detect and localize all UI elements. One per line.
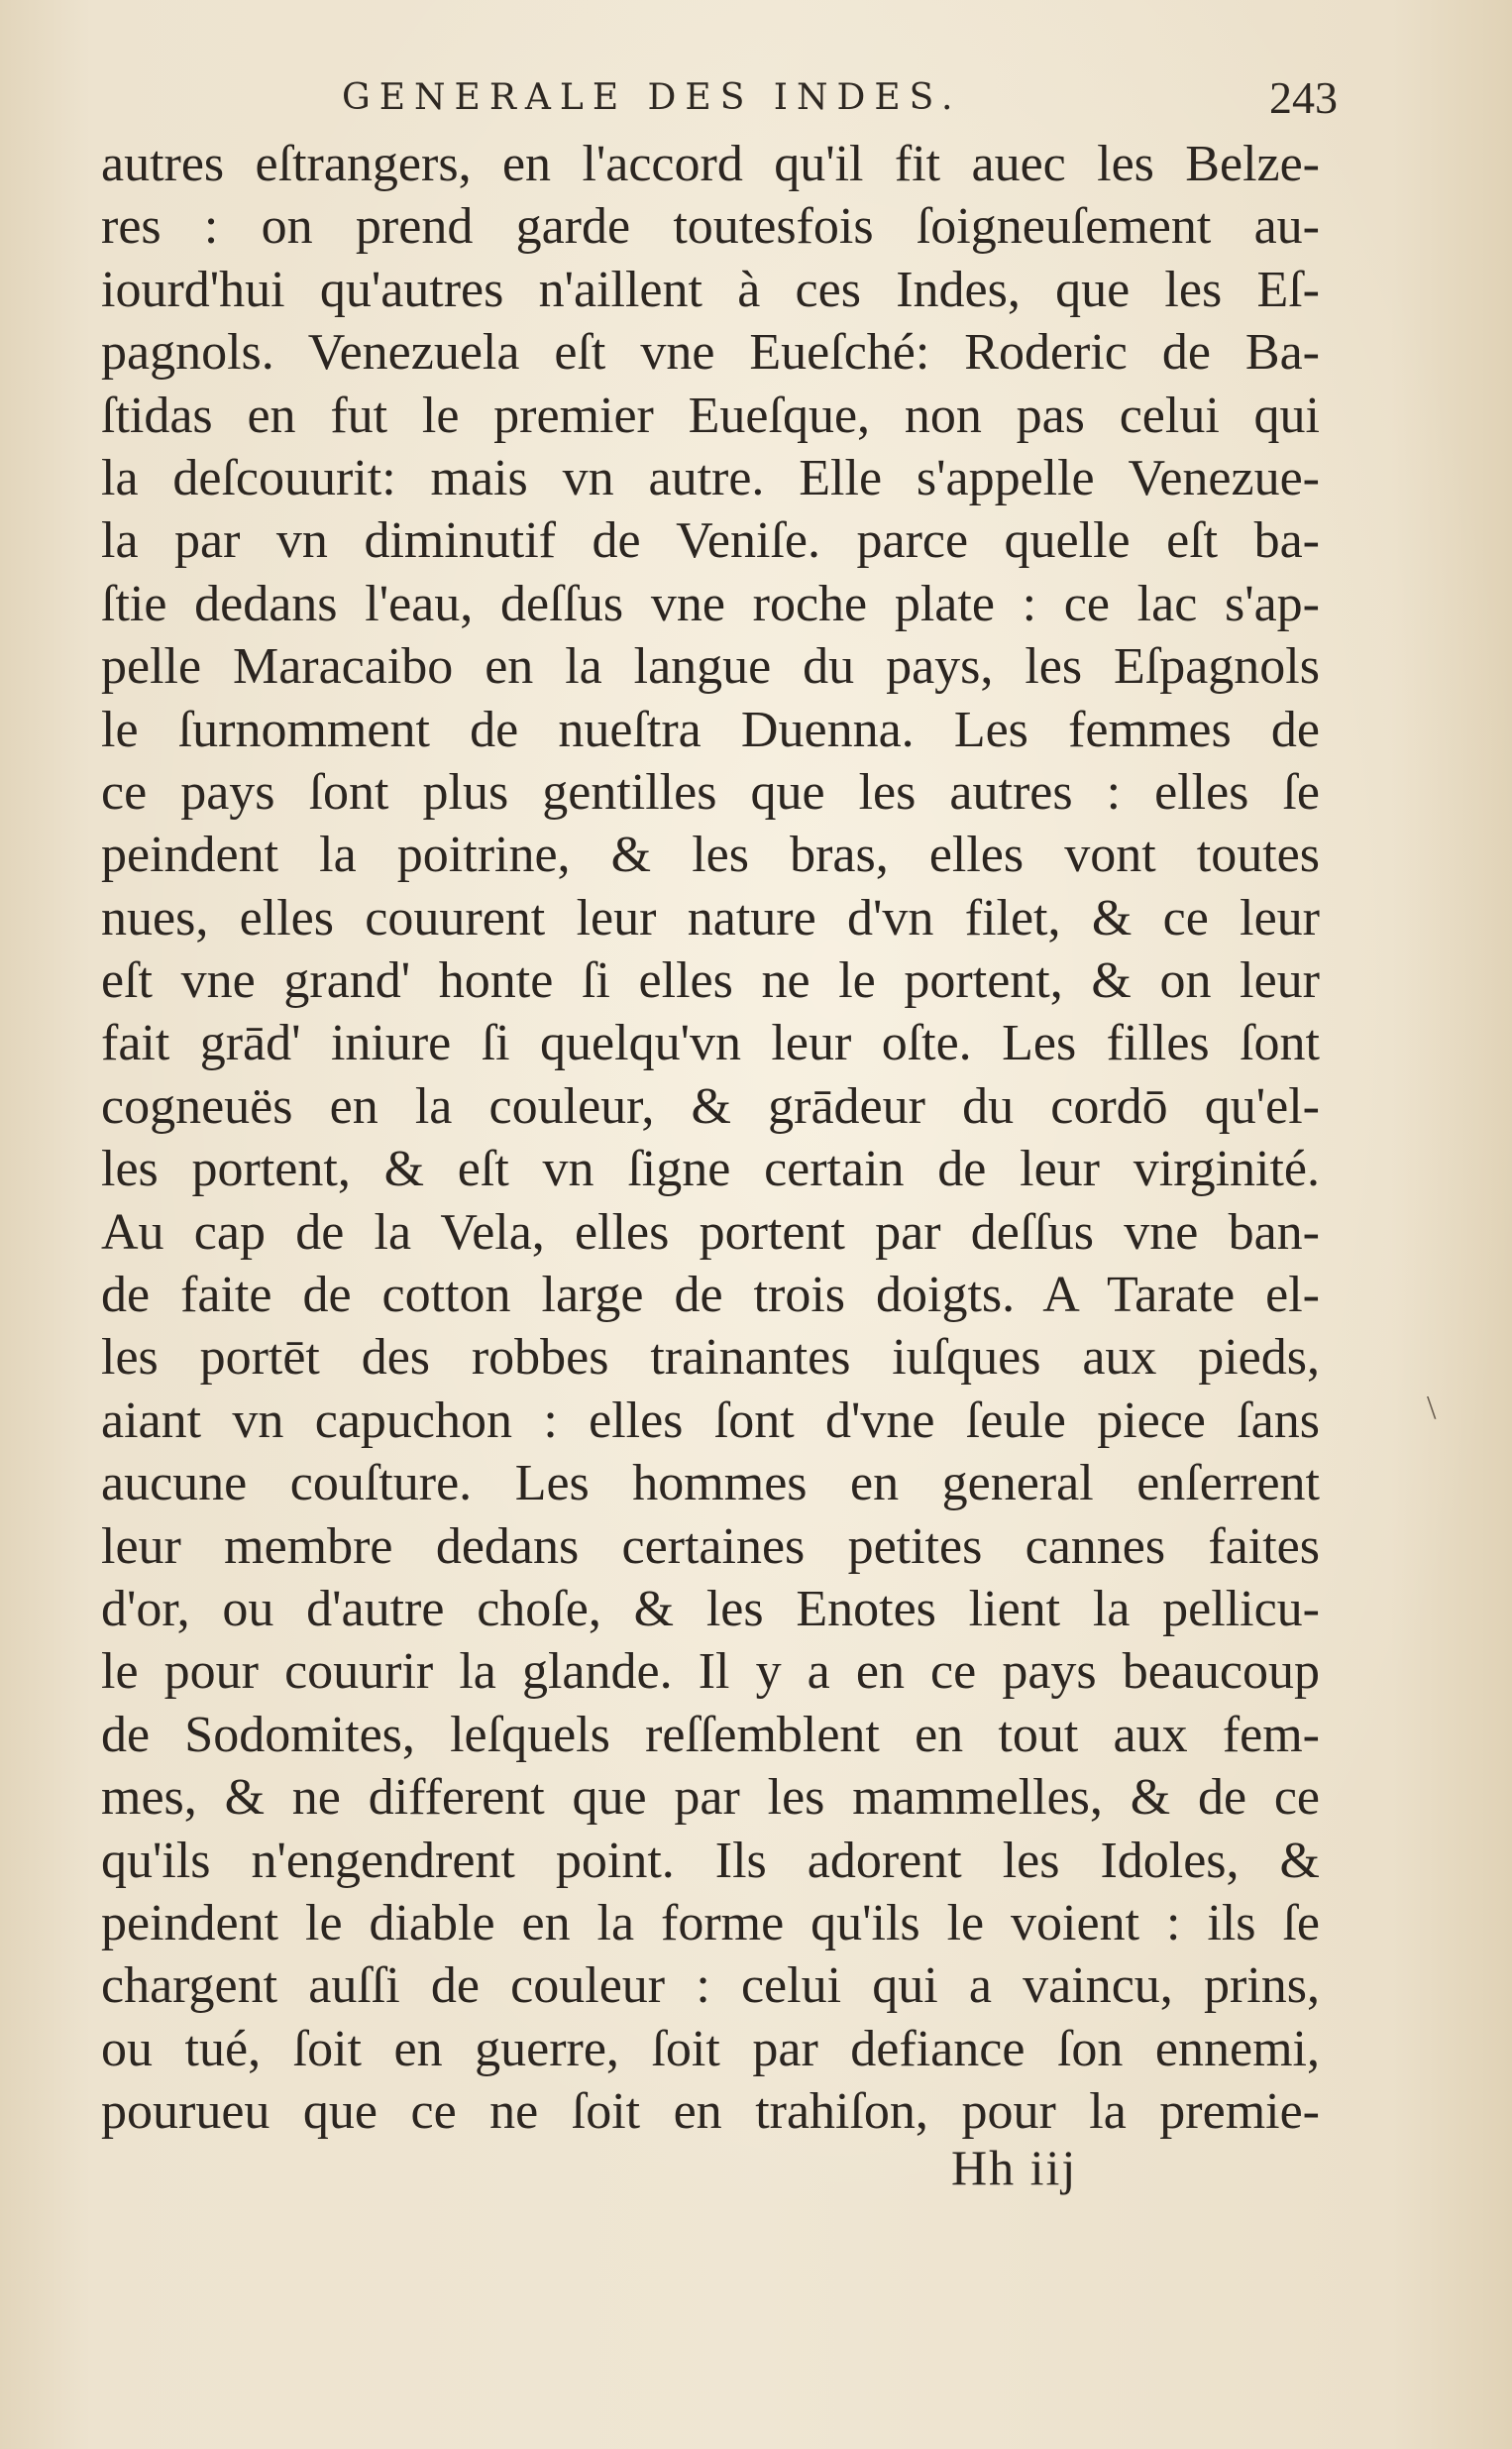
text-line: qu'ils n'engendrent point. Ils adorent les Idoles, & bbox=[101, 1832, 1320, 1889]
text-line: la deſcouurit: mais vn autre. Elle s'appelle Venezue- bbox=[101, 449, 1320, 506]
text-line: le pour couurir la glande. Il y a en ce pays beaucoup bbox=[101, 1643, 1320, 1701]
text-line: ſtidas en fut le premier Eueſque, non pas celui qui bbox=[101, 387, 1320, 444]
page-number: 243 bbox=[1269, 72, 1338, 123]
text-line: de Sodomites, leſquels reſſemblent en tout aux fem- bbox=[101, 1706, 1320, 1763]
text-line: cogneuës en la couleur, & grādeur du cordō qu'el- bbox=[101, 1077, 1320, 1135]
text-line: mes, & ne different que par les mammelles, & de ce bbox=[101, 1769, 1320, 1827]
text-line: pagnols. Venezuela eſt vne Eueſché: Roderic de Ba- bbox=[101, 324, 1320, 382]
text-line: les portent, & eſt vn ſigne certain de leur virginité. bbox=[101, 1141, 1320, 1198]
text-line: peindent le diable en la forme qu'ils le voient : ils ſe bbox=[101, 1894, 1320, 1951]
text-line: peindent la poitrine, & les bras, elles vont toutes bbox=[101, 827, 1320, 884]
text-line: ſtie dedans l'eau, deſſus vne roche plate : ce lac s'ap- bbox=[101, 575, 1320, 632]
text-line: nues, elles couurent leur nature d'vn filet, & ce leur bbox=[101, 889, 1320, 946]
margin-mark: \ bbox=[1427, 1390, 1437, 1426]
text-line: iourd'hui qu'autres n'aillent à ces Indes, que les Eſ- bbox=[101, 261, 1320, 318]
text-line: pourueu que ce ne ſoit en trahiſon, pour la premie- bbox=[101, 2083, 1320, 2141]
text-line: chargent auſſi de couleur : celui qui a vaincu, prins, bbox=[101, 1957, 1320, 2015]
text-line: res : on prend garde toutesfois ſoigneuſement au- bbox=[101, 198, 1320, 256]
text-line: ce pays ſont plus gentilles que les autres : elles ſe bbox=[101, 763, 1320, 821]
text-line: aucune couſture. Les hommes en general enſerrent bbox=[101, 1455, 1320, 1512]
body-text bbox=[101, 133, 1320, 2144]
text-line: d'or, ou d'autre choſe, & les Enotes lient la pellicu- bbox=[101, 1580, 1320, 1637]
text-line: aiant vn capuchon : elles ſont d'vne ſeule piece ſans bbox=[101, 1391, 1320, 1449]
text-line: ou tué, ſoit en guerre, ſoit par defiance ſon ennemi, bbox=[101, 2020, 1320, 2077]
text-line: les portēt des robbes trainantes iuſques aux pieds, bbox=[101, 1329, 1320, 1387]
text-line: fait grād' iniure ſi quelqu'vn leur oſte. Les filles ſont bbox=[101, 1015, 1320, 1072]
running-head-title: GENERALE DES INDES. bbox=[342, 77, 962, 118]
signature-mark: Hh iij bbox=[951, 2140, 1078, 2195]
text-line: pelle Maracaibo en la langue du pays, les Eſpagnols bbox=[101, 638, 1320, 696]
text-line: la par vn diminutif de Veniſe. parce quelle eſt ba- bbox=[101, 512, 1320, 570]
text-line: de faite de cotton large de trois doigts. A Tarate el- bbox=[101, 1267, 1320, 1324]
text-line: leur membre dedans certaines petites cannes faites bbox=[101, 1517, 1320, 1575]
running-head bbox=[99, 72, 1338, 127]
text-line: eſt vne grand' honte ſi elles ne le portent, & on leur bbox=[101, 952, 1320, 1010]
text-line: Au cap de la Vela, elles portent par deſſus vne ban- bbox=[101, 1203, 1320, 1261]
text-line: le ſurnomment de nueſtra Duenna. Les femmes de bbox=[101, 701, 1320, 758]
text-line: autres eſtrangers, en l'accord qu'il fit auec les Belze- bbox=[101, 136, 1320, 192]
